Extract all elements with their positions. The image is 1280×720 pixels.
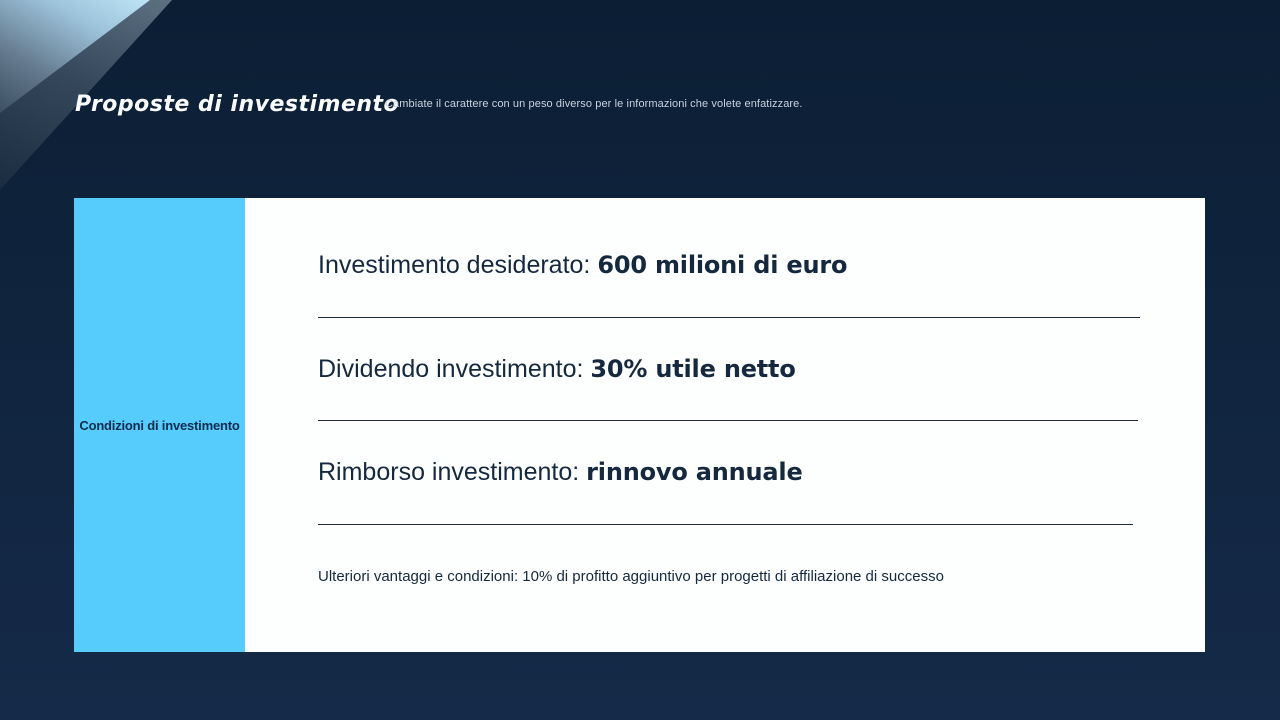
row-investment-dividend-value: 30% utile netto [590,355,796,383]
card-sidebar [74,198,245,652]
row-investment-dividend [318,354,796,384]
row-desired-investment-label: Investimento desiderato: [318,251,598,279]
investment-conditions-card [74,198,1205,652]
row-investment-repayment-value: rinnovo annuale [586,458,803,486]
row-investment-dividend-label: Dividendo investimento: [318,355,591,383]
row-investment-repayment [318,457,803,487]
row-divider [318,524,1133,525]
row-divider [318,420,1138,421]
row-divider [318,317,1140,318]
row-desired-investment-value: 600 milioni di euro [597,251,848,279]
card-body [245,198,1205,652]
additional-benefits-footnote: Ulteriori vantaggi e condizioni: 10% di profitto aggiuntivo per progetti di affiliazione di successo [318,568,944,585]
card-sidebar-label: Condizioni di investimento [79,417,240,433]
slide-subtitle: Cambiate il carattere con un peso diverso per le informazioni che volete enfatizzare. [385,98,803,110]
row-investment-repayment-label: Rimborso investimento: [318,458,587,486]
slide-title: Proposte di investimento [75,92,400,117]
row-desired-investment [318,250,847,280]
